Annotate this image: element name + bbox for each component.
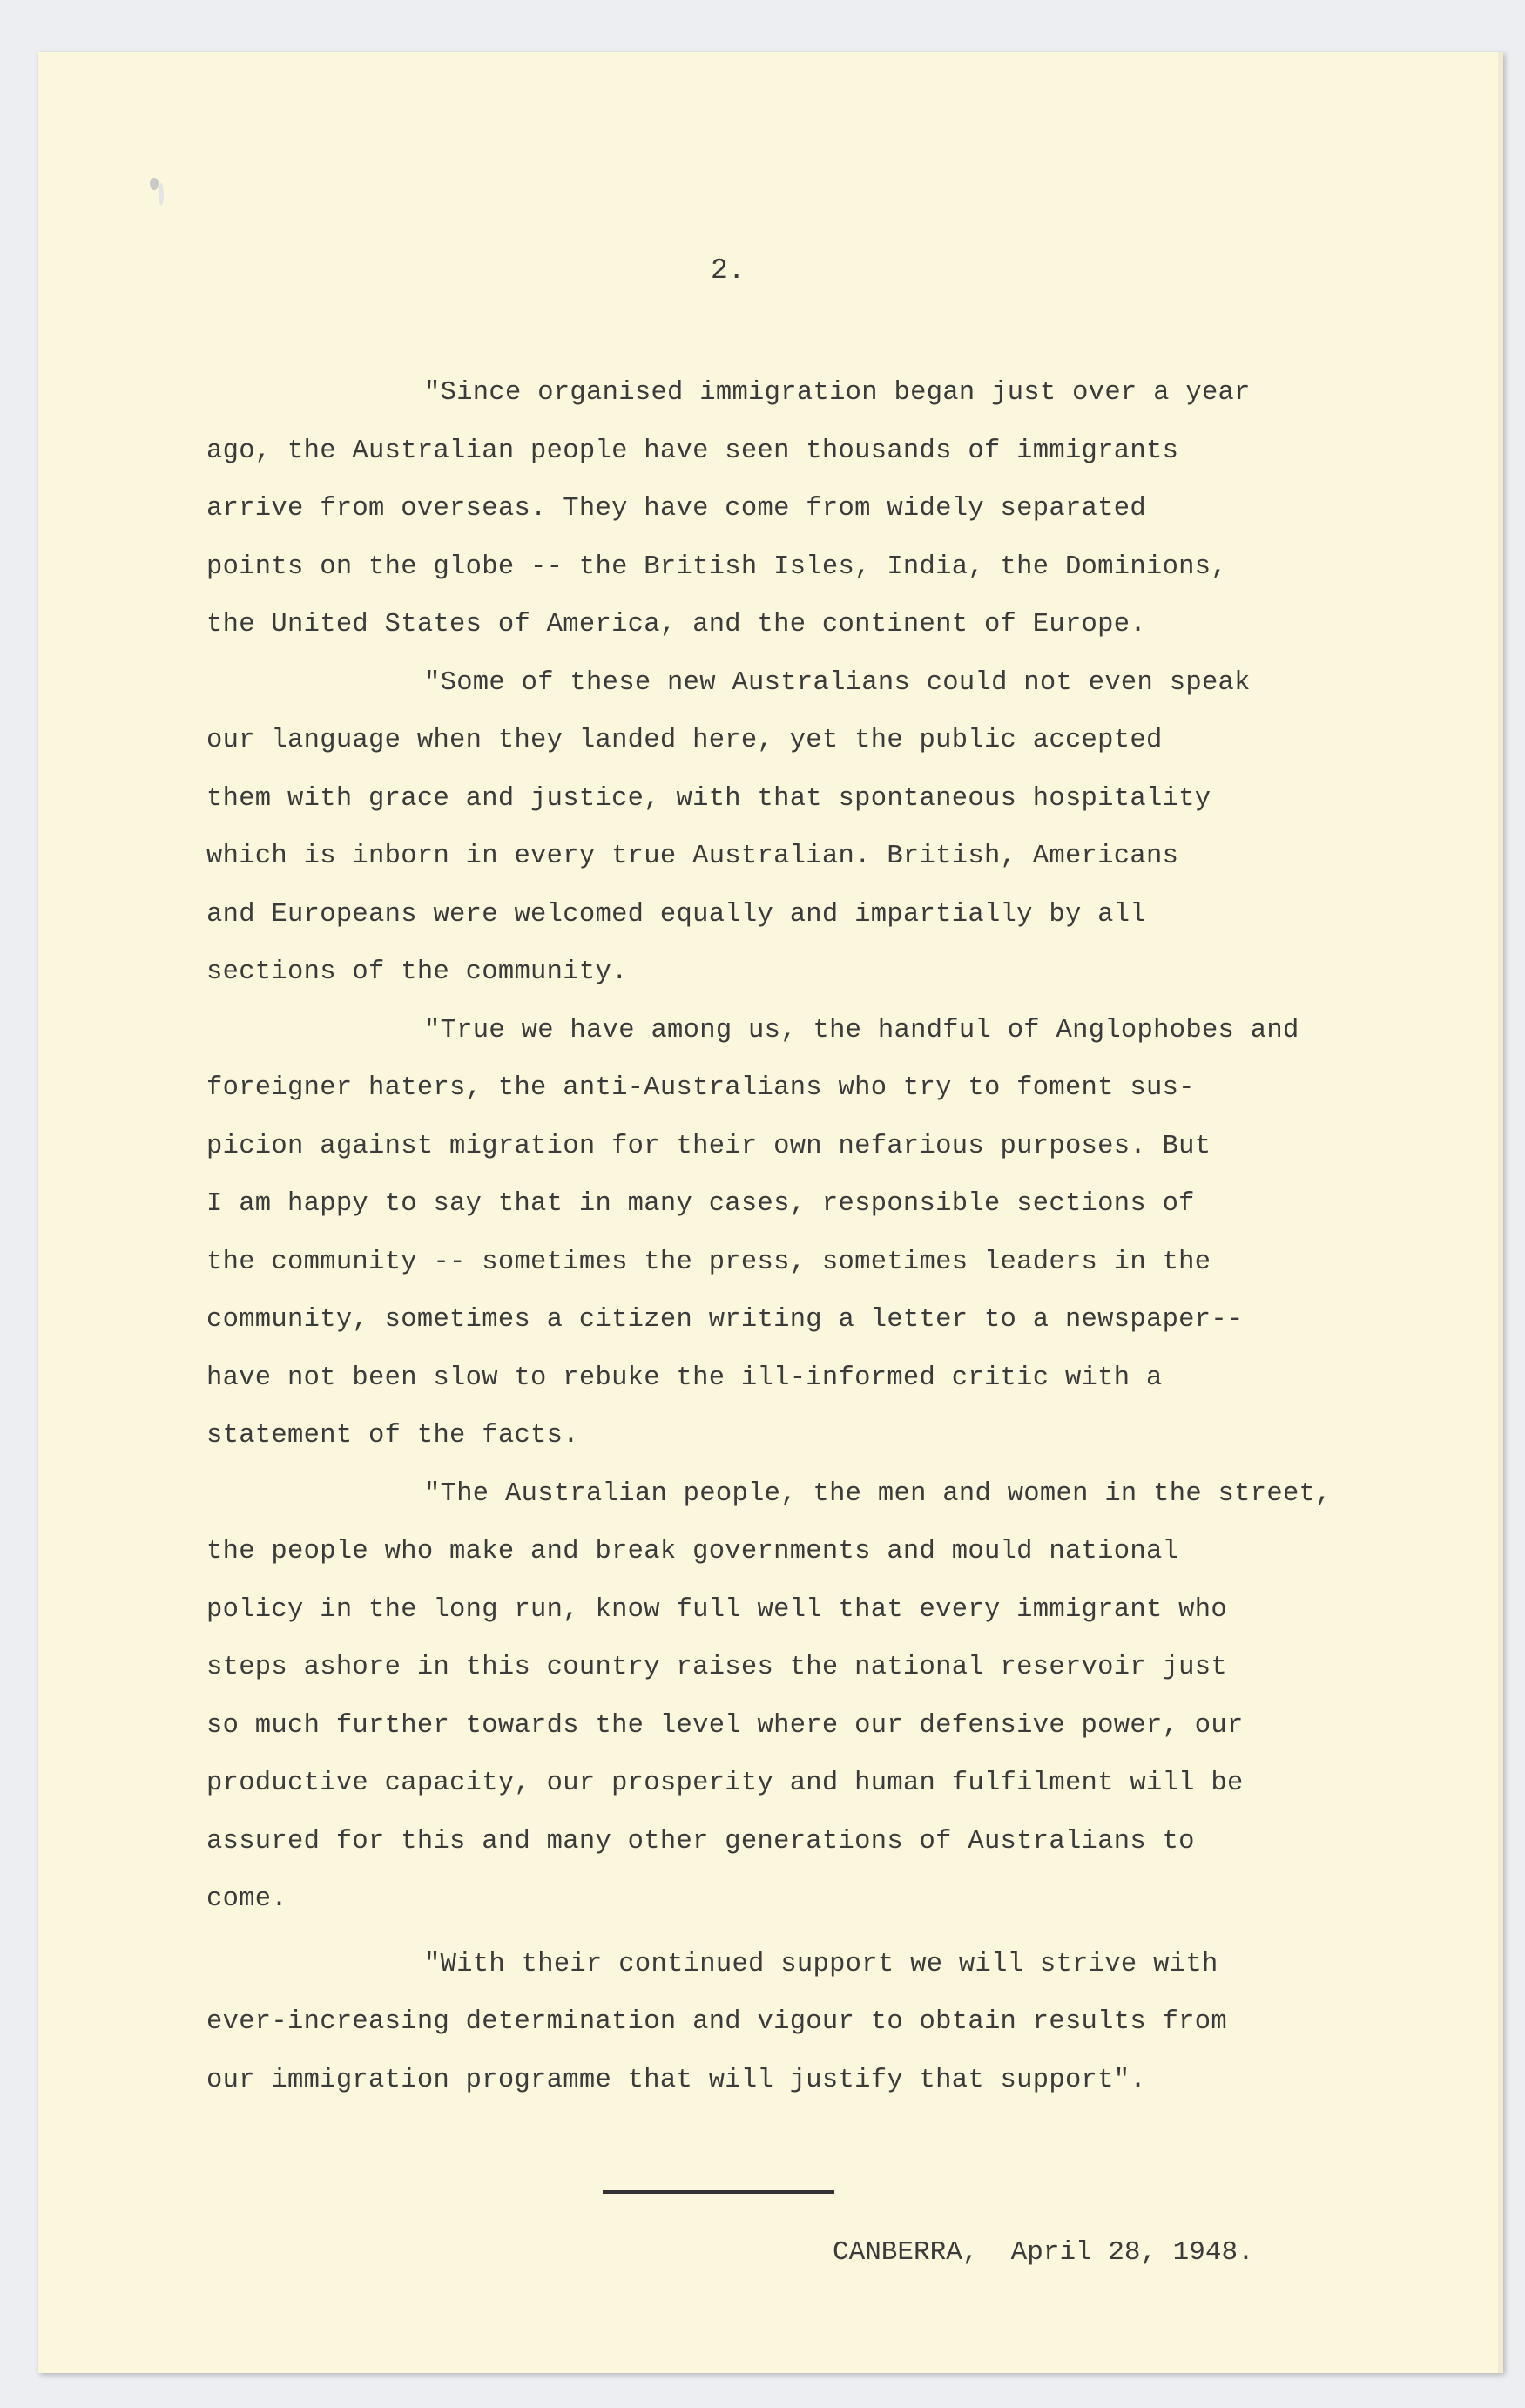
text-line: statement of the facts. xyxy=(206,1421,579,1451)
paragraph xyxy=(206,1936,1400,2110)
text-line: ever-increasing determination and vigour to obtain results from xyxy=(206,2007,1227,2037)
text-line: "The Australian people, the men and women in the street, xyxy=(424,1478,1332,1509)
document-page xyxy=(38,52,1503,2373)
text-line: "Some of these new Australians could not even speak xyxy=(424,667,1251,698)
page-number: 2. xyxy=(711,254,746,287)
paper-mark xyxy=(159,183,164,206)
closing-rule xyxy=(603,2190,834,2194)
text-line: the community -- sometimes the press, sometimes leaders in the xyxy=(206,1247,1211,1277)
paragraph xyxy=(206,364,1400,654)
text-line: steps ashore in this country raises the national reservoir just xyxy=(206,1653,1227,1682)
text-line: productive capacity, our prosperity and human fulfilment will be xyxy=(206,1769,1244,1798)
text-line: arrive from overseas. They have come from widely separated xyxy=(206,494,1146,524)
text-line: ago, the Australian people have seen thousands of immigrants xyxy=(206,436,1179,466)
paragraph xyxy=(206,1465,1400,1929)
text-line: and Europeans were welcomed equally and impartially by all xyxy=(206,899,1146,930)
text-line: the United States of America, and the continent of Europe. xyxy=(206,610,1146,639)
text-line: picion against migration for their own nefarious purposes. But xyxy=(206,1131,1211,1161)
text-line: community, sometimes a citizen writing a letter to a newspaper-- xyxy=(206,1305,1244,1335)
paragraph xyxy=(206,1002,1400,1465)
paragraph xyxy=(206,654,1400,1002)
text-line: the people who make and break governments and mould national xyxy=(206,1537,1179,1566)
text-line: policy in the long run, know full well that every immigrant who xyxy=(206,1594,1227,1625)
text-line: our language when they landed here, yet the public accepted xyxy=(206,726,1163,755)
text-line: come. xyxy=(206,1884,288,1914)
text-line: "True we have among us, the handful of Anglophobes and xyxy=(424,1015,1299,1045)
text-line: foreigner haters, the anti-Australians who try to foment sus- xyxy=(206,1073,1195,1103)
text-line: which is inborn in every true Australian. British, Americans xyxy=(206,842,1179,871)
text-line: so much further towards the level where our defensive power, our xyxy=(206,1710,1244,1741)
text-line: our immigration programme that will justify that support". xyxy=(206,2065,1146,2095)
dateline: CANBERRA, April 28, 1948. xyxy=(833,2237,1254,2268)
text-line: them with grace and justice, with that spontaneous hospitality xyxy=(206,783,1211,814)
paper-mark xyxy=(150,178,159,190)
text-line: points on the globe -- the British Isles, India, the Dominions, xyxy=(206,551,1227,582)
document-body xyxy=(206,364,1400,2109)
text-line: I am happy to say that in many cases, responsible sections of xyxy=(206,1189,1195,1219)
text-line: have not been slow to rebuke the ill-informed critic with a xyxy=(206,1363,1163,1393)
text-line: sections of the community. xyxy=(206,957,628,987)
text-line: "With their continued support we will strive with xyxy=(424,1949,1218,1979)
text-line: assured for this and many other generations of Australians to xyxy=(206,1826,1195,1857)
text-line: "Since organised immigration began just over a year xyxy=(424,378,1251,408)
